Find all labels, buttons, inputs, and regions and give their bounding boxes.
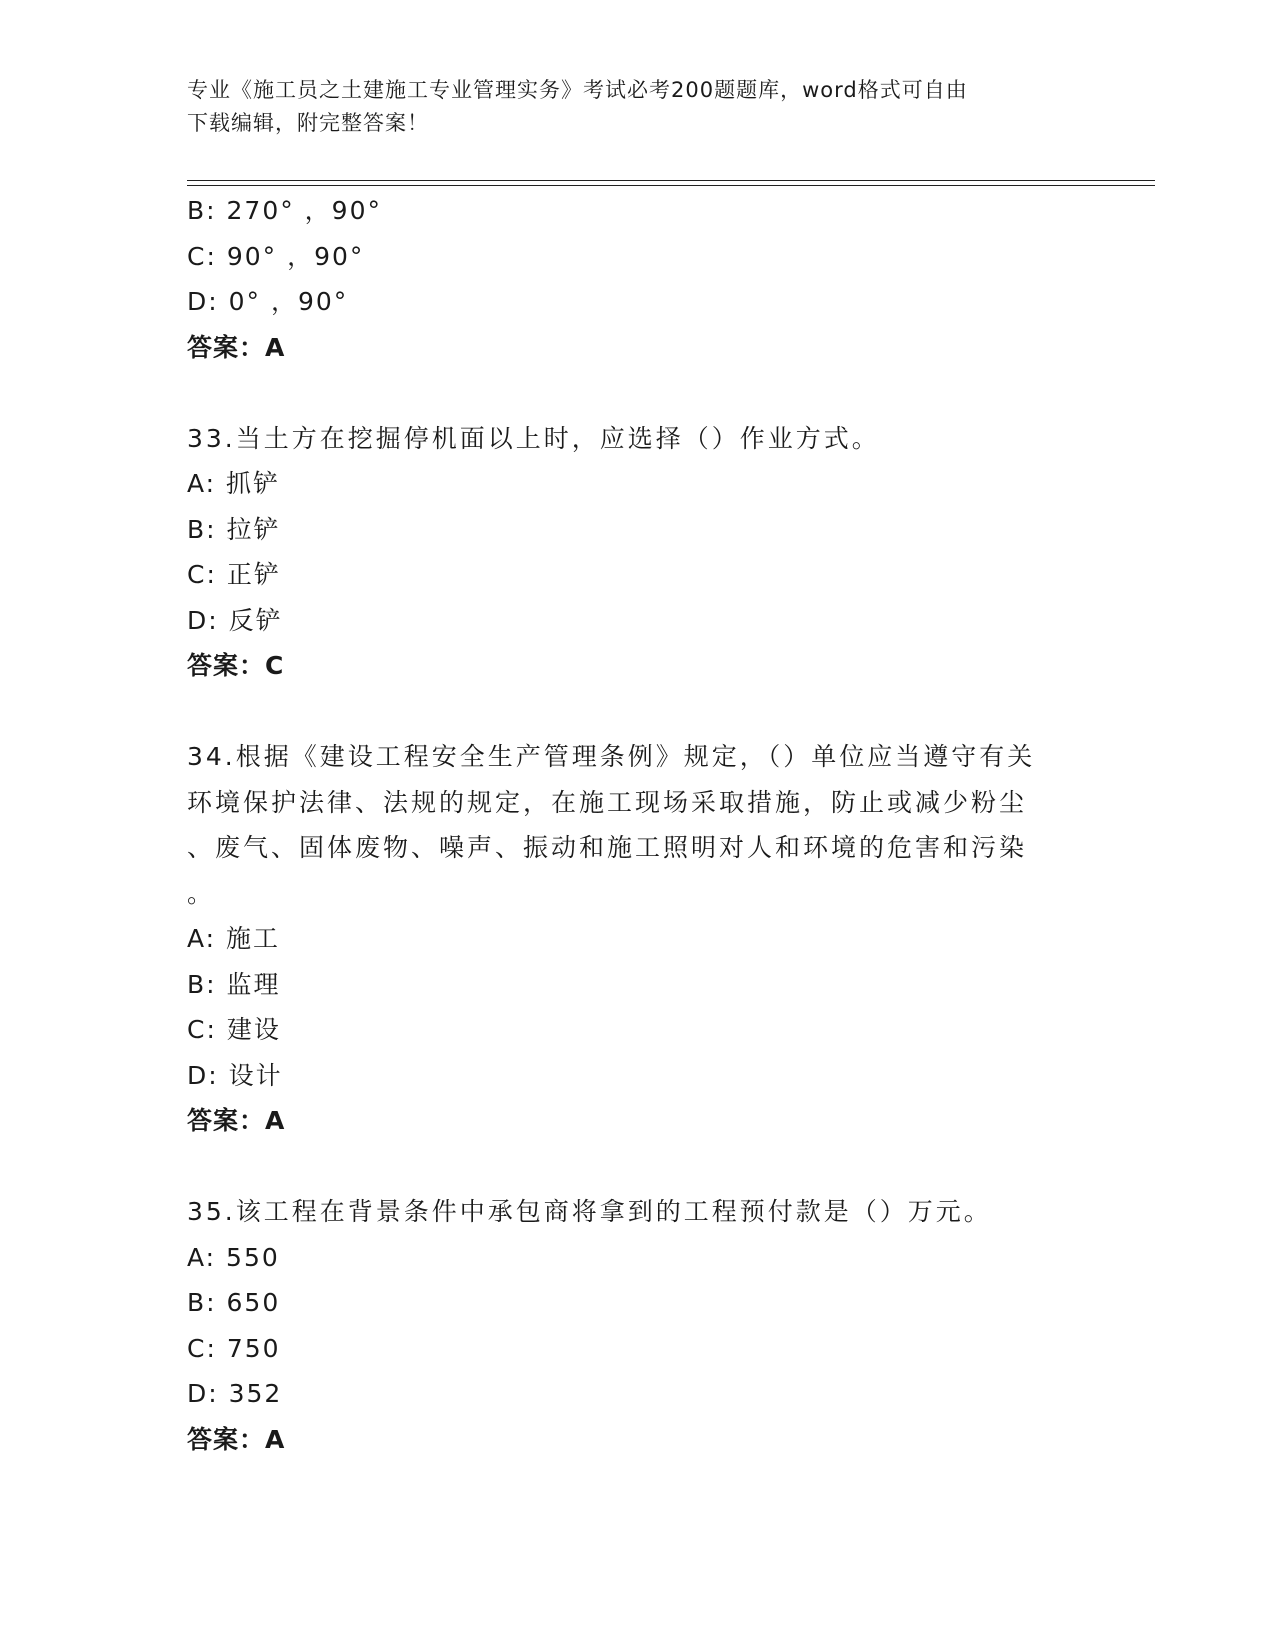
header-divider-bottom: [187, 185, 1155, 186]
q35-question: 35.该工程在背景条件中承包商将拿到的工程预付款是（）万元。: [187, 1197, 992, 1226]
q35-option-d: D: 352: [187, 1379, 283, 1408]
q32-option-b: B: 270° ，90°: [187, 196, 382, 225]
q32-option-d: D: 0° ，90°: [187, 287, 349, 316]
header-divider-top: [187, 180, 1155, 181]
q32-answer: 答案：A: [187, 332, 286, 362]
document-header: [187, 74, 1087, 140]
q34-answer: 答案：A: [187, 1106, 286, 1135]
q35-answer: 答案：A: [187, 1424, 286, 1454]
q34-option-b: B: 监理: [187, 969, 281, 999]
question-33-block: [187, 416, 1087, 689]
q32-option-c: C: 90° ，90°: [187, 241, 365, 271]
q35-option-c: C: 750: [187, 1333, 281, 1363]
question-35-block: [187, 1189, 1087, 1462]
header-line-2: 下载编辑，附完整答案！: [187, 111, 429, 135]
q35-option-a: A: 550: [187, 1242, 280, 1272]
spacer: [187, 689, 1087, 735]
q33-option-c: C: 正铲: [187, 560, 281, 589]
question-34-block: [187, 734, 1087, 1144]
q33-answer: 答案：C: [187, 651, 285, 680]
question-list: [187, 188, 1087, 1462]
q33-option-a: A: 抓铲: [187, 469, 281, 498]
q33-option-d: D: 反铲: [187, 605, 283, 635]
q35-option-b: B: 650: [187, 1288, 281, 1317]
q33-option-b: B: 拉铲: [187, 514, 281, 544]
question-32-block: [187, 188, 1087, 370]
q34-question-line-3: 、废气、固体废物、噪声、振动和施工照明对人和环境的危害和污染: [187, 833, 1028, 862]
q34-question-line-1: 34.根据《建设工程安全生产管理条例》规定，（）单位应当遵守有关: [187, 742, 1036, 771]
q34-option-a: A: 施工: [187, 924, 281, 953]
q34-option-c: C: 建设: [187, 1015, 281, 1044]
spacer: [187, 370, 1087, 416]
q33-question: 33.当土方在挖掘停机面以上时，应选择（）作业方式。: [187, 423, 880, 453]
q34-option-d: D: 设计: [187, 1060, 283, 1090]
q34-question-line-2: 环境保护法律、法规的规定，在施工现场采取措施，防止或减少粉尘: [187, 787, 1028, 817]
spacer: [187, 1144, 1087, 1190]
header-line-1: 专业《施工员之土建施工专业管理实务》考试必考200题题库，word格式可自由: [187, 78, 968, 102]
q34-question-line-4: 。: [187, 878, 216, 908]
